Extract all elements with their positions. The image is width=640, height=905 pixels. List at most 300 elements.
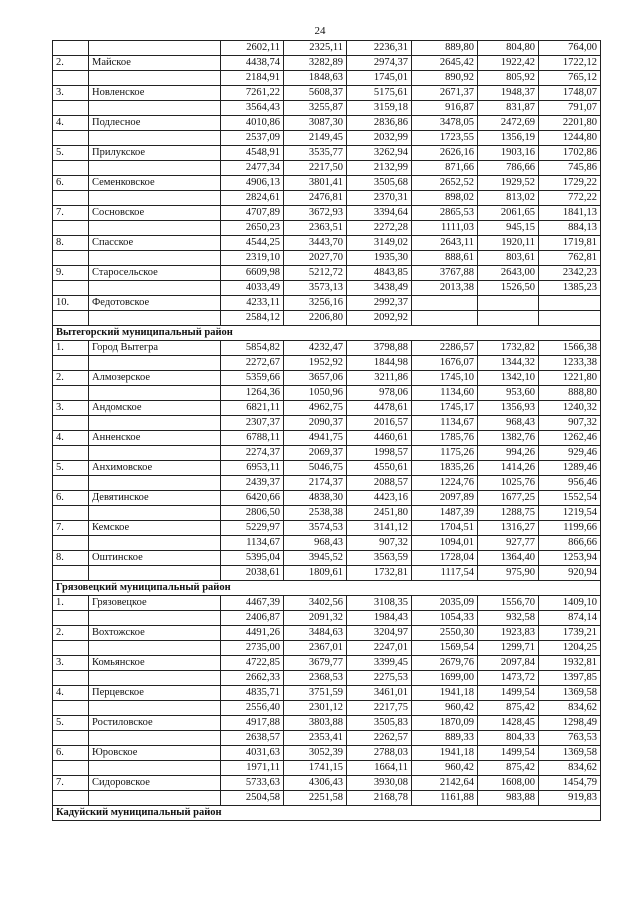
value-cell: 3505,83 — [347, 716, 412, 731]
value-cell: 1382,76 — [478, 431, 539, 446]
value-cell: 2301,12 — [284, 701, 347, 716]
value-cell: 2451,80 — [347, 506, 412, 521]
row-index — [53, 566, 89, 581]
value-cell: 1487,39 — [412, 506, 478, 521]
value-cell: 1262,46 — [539, 431, 601, 446]
value-cell: 3256,16 — [284, 296, 347, 311]
table-row — [53, 416, 601, 431]
value-cell: 1356,19 — [478, 131, 539, 146]
value-cell: 1741,15 — [284, 761, 347, 776]
value-cell: 1526,50 — [478, 281, 539, 296]
region-name: Грязовецкий муниципальный район — [53, 581, 601, 596]
value-cell: 2504,58 — [221, 791, 284, 806]
value-cell: 978,06 — [347, 386, 412, 401]
value-cell: 3108,35 — [347, 596, 412, 611]
value-cell: 4423,16 — [347, 491, 412, 506]
value-cell: 1556,70 — [478, 596, 539, 611]
settlement-name: Спасское — [89, 236, 221, 251]
value-cell: 5608,37 — [284, 86, 347, 101]
value-cell: 1729,22 — [539, 176, 601, 191]
region-header-row — [53, 581, 601, 596]
value-cell: 3679,77 — [284, 656, 347, 671]
value-cell: 3402,56 — [284, 596, 347, 611]
value-cell: 1454,79 — [539, 776, 601, 791]
table-row — [53, 176, 601, 191]
value-cell: 3149,02 — [347, 236, 412, 251]
value-cell: 1608,00 — [478, 776, 539, 791]
table-row — [53, 161, 601, 176]
table-row — [53, 221, 601, 236]
value-cell: 2174,37 — [284, 476, 347, 491]
value-cell: 2097,84 — [478, 656, 539, 671]
value-cell: 4478,61 — [347, 401, 412, 416]
value-cell: 888,80 — [539, 386, 601, 401]
table-row — [53, 191, 601, 206]
value-cell: 1732,82 — [478, 341, 539, 356]
value-cell: 805,92 — [478, 71, 539, 86]
value-cell: 1704,51 — [412, 521, 478, 536]
value-cell: 907,32 — [347, 536, 412, 551]
value-cell: 2679,76 — [412, 656, 478, 671]
value-cell: 2671,37 — [412, 86, 478, 101]
value-cell: 3394,64 — [347, 206, 412, 221]
table-row — [53, 506, 601, 521]
value-cell: 3159,18 — [347, 101, 412, 116]
value-cell: 791,07 — [539, 101, 601, 116]
row-index — [53, 191, 89, 206]
value-cell: 3945,52 — [284, 551, 347, 566]
row-index — [53, 41, 89, 56]
settlement-name: Кемское — [89, 521, 221, 536]
row-index — [53, 761, 89, 776]
value-cell: 5395,04 — [221, 551, 284, 566]
value-cell: 4906,13 — [221, 176, 284, 191]
row-index: 1. — [53, 341, 89, 356]
value-cell — [539, 296, 601, 311]
value-cell: 1922,42 — [478, 56, 539, 71]
value-cell: 3751,59 — [284, 686, 347, 701]
row-index — [53, 356, 89, 371]
table-row — [53, 446, 601, 461]
settlement-name — [89, 131, 221, 146]
value-cell: 2626,16 — [412, 146, 478, 161]
value-cell: 866,66 — [539, 536, 601, 551]
settlement-name: Старосельское — [89, 266, 221, 281]
value-cell: 2272,28 — [347, 221, 412, 236]
table-row — [53, 251, 601, 266]
settlement-name — [89, 446, 221, 461]
value-cell: 1809,61 — [284, 566, 347, 581]
table-row — [53, 701, 601, 716]
row-index: 8. — [53, 551, 89, 566]
value-cell: 2149,45 — [284, 131, 347, 146]
table-row — [53, 536, 601, 551]
row-index: 10. — [53, 296, 89, 311]
value-cell: 5212,72 — [284, 266, 347, 281]
value-cell: 1134,60 — [412, 386, 478, 401]
settlement-name — [89, 161, 221, 176]
value-cell: 1385,23 — [539, 281, 601, 296]
value-cell: 2069,37 — [284, 446, 347, 461]
value-cell: 2662,33 — [221, 671, 284, 686]
row-index: 1. — [53, 596, 89, 611]
value-cell: 3801,41 — [284, 176, 347, 191]
settlement-name — [89, 221, 221, 236]
value-cell: 1224,76 — [412, 476, 478, 491]
value-cell: 4722,85 — [221, 656, 284, 671]
row-index — [53, 611, 89, 626]
value-cell: 765,12 — [539, 71, 601, 86]
value-cell: 1134,67 — [221, 536, 284, 551]
value-cell: 1664,11 — [347, 761, 412, 776]
value-cell: 2262,57 — [347, 731, 412, 746]
value-cell: 3803,88 — [284, 716, 347, 731]
row-index — [53, 791, 89, 806]
region-header-row — [53, 806, 601, 821]
row-index — [53, 251, 89, 266]
value-cell: 4467,39 — [221, 596, 284, 611]
value-cell: 1676,07 — [412, 356, 478, 371]
value-cell: 5046,75 — [284, 461, 347, 476]
value-cell: 2602,11 — [221, 41, 284, 56]
region-name: Кадуйский муниципальный район — [53, 806, 601, 821]
value-cell: 4233,11 — [221, 296, 284, 311]
table-row — [53, 716, 601, 731]
value-cell: 2272,67 — [221, 356, 284, 371]
value-cell: 1941,18 — [412, 746, 478, 761]
value-cell: 2556,40 — [221, 701, 284, 716]
value-cell: 1204,25 — [539, 641, 601, 656]
settlement-name: Ростиловское — [89, 716, 221, 731]
value-cell: 1998,57 — [347, 446, 412, 461]
value-cell — [412, 311, 478, 326]
table-row — [53, 746, 601, 761]
table-row — [53, 596, 601, 611]
value-cell: 831,87 — [478, 101, 539, 116]
value-cell: 929,46 — [539, 446, 601, 461]
value-cell: 6609,98 — [221, 266, 284, 281]
value-cell: 763,53 — [539, 731, 601, 746]
settlement-name — [89, 71, 221, 86]
value-cell: 2032,99 — [347, 131, 412, 146]
value-cell: 4010,86 — [221, 116, 284, 131]
row-index: 5. — [53, 461, 89, 476]
value-cell: 2307,37 — [221, 416, 284, 431]
settlement-name: Подлесное — [89, 116, 221, 131]
value-cell: 1920,11 — [478, 236, 539, 251]
value-cell: 2645,42 — [412, 56, 478, 71]
value-cell: 3052,39 — [284, 746, 347, 761]
tariff-table — [52, 40, 601, 821]
value-cell: 1299,71 — [478, 641, 539, 656]
value-cell: 1722,12 — [539, 56, 601, 71]
value-cell: 1369,58 — [539, 686, 601, 701]
settlement-name: Вохтожское — [89, 626, 221, 641]
table-row — [53, 626, 601, 641]
settlement-name — [89, 101, 221, 116]
settlement-name — [89, 536, 221, 551]
value-cell: 1848,63 — [284, 71, 347, 86]
value-cell: 1409,10 — [539, 596, 601, 611]
value-cell: 1844,98 — [347, 356, 412, 371]
row-index: 9. — [53, 266, 89, 281]
settlement-name: Новленское — [89, 86, 221, 101]
settlement-name: Федотовское — [89, 296, 221, 311]
value-cell: 1566,38 — [539, 341, 601, 356]
value-cell: 1952,92 — [284, 356, 347, 371]
settlement-name — [89, 191, 221, 206]
settlement-name: Юровское — [89, 746, 221, 761]
value-cell: 3535,77 — [284, 146, 347, 161]
value-cell: 960,42 — [412, 761, 478, 776]
value-cell: 2088,57 — [347, 476, 412, 491]
table-row — [53, 731, 601, 746]
settlement-name: Девятинское — [89, 491, 221, 506]
value-cell: 3461,01 — [347, 686, 412, 701]
value-cell: 2992,37 — [347, 296, 412, 311]
value-cell: 2274,37 — [221, 446, 284, 461]
table-row — [53, 281, 601, 296]
value-cell: 3505,68 — [347, 176, 412, 191]
value-cell: 803,61 — [478, 251, 539, 266]
value-cell: 3204,97 — [347, 626, 412, 641]
settlement-name — [89, 701, 221, 716]
value-cell: 2038,61 — [221, 566, 284, 581]
value-cell: 2353,41 — [284, 731, 347, 746]
value-cell: 2035,09 — [412, 596, 478, 611]
value-cell: 2251,58 — [284, 791, 347, 806]
value-cell: 1677,25 — [478, 491, 539, 506]
settlement-name — [89, 791, 221, 806]
value-cell: 4232,47 — [284, 341, 347, 356]
value-cell: 7261,22 — [221, 86, 284, 101]
settlement-name — [89, 761, 221, 776]
row-index: 5. — [53, 146, 89, 161]
value-cell: 3282,89 — [284, 56, 347, 71]
value-cell: 1134,67 — [412, 416, 478, 431]
value-cell: 920,94 — [539, 566, 601, 581]
settlement-name: Сосновское — [89, 206, 221, 221]
table-row — [53, 146, 601, 161]
value-cell: 1569,54 — [412, 641, 478, 656]
value-cell: 3767,88 — [412, 266, 478, 281]
value-cell: 1111,03 — [412, 221, 478, 236]
value-cell: 2406,87 — [221, 611, 284, 626]
settlement-name — [89, 416, 221, 431]
value-cell: 968,43 — [284, 536, 347, 551]
value-cell: 1356,93 — [478, 401, 539, 416]
settlement-name — [89, 251, 221, 266]
value-cell: 2206,80 — [284, 311, 347, 326]
row-index — [53, 221, 89, 236]
value-cell: 2439,37 — [221, 476, 284, 491]
value-cell: 2275,53 — [347, 671, 412, 686]
value-cell: 2342,23 — [539, 266, 601, 281]
value-cell: 5359,66 — [221, 371, 284, 386]
value-cell: 2368,53 — [284, 671, 347, 686]
table-row — [53, 311, 601, 326]
table-row — [53, 266, 601, 281]
value-cell: 919,83 — [539, 791, 601, 806]
value-cell: 5229,97 — [221, 521, 284, 536]
value-cell: 1025,76 — [478, 476, 539, 491]
value-cell: 2806,50 — [221, 506, 284, 521]
value-cell: 6788,11 — [221, 431, 284, 446]
value-cell: 3478,05 — [412, 116, 478, 131]
value-cell: 1499,54 — [478, 746, 539, 761]
settlement-name: Оштинское — [89, 551, 221, 566]
value-cell: 1732,81 — [347, 566, 412, 581]
row-index: 4. — [53, 431, 89, 446]
value-cell: 1161,88 — [412, 791, 478, 806]
value-cell: 4033,49 — [221, 281, 284, 296]
table-row — [53, 71, 601, 86]
value-cell: 2013,38 — [412, 281, 478, 296]
table-row — [53, 56, 601, 71]
row-index: 2. — [53, 56, 89, 71]
settlement-name — [89, 311, 221, 326]
table-row — [53, 116, 601, 131]
row-index — [53, 476, 89, 491]
value-cell: 1745,17 — [412, 401, 478, 416]
value-cell: 1264,36 — [221, 386, 284, 401]
value-cell: 3564,43 — [221, 101, 284, 116]
value-cell: 2477,34 — [221, 161, 284, 176]
table-body — [53, 41, 601, 821]
row-index: 2. — [53, 626, 89, 641]
row-index — [53, 281, 89, 296]
value-cell: 834,62 — [539, 761, 601, 776]
settlement-name: Семенковское — [89, 176, 221, 191]
value-cell: 4843,85 — [347, 266, 412, 281]
value-cell — [412, 296, 478, 311]
settlement-name: Алмозерское — [89, 371, 221, 386]
value-cell: 1745,10 — [412, 371, 478, 386]
table-row — [53, 656, 601, 671]
table-row — [53, 41, 601, 56]
table-row — [53, 356, 601, 371]
value-cell: 2201,80 — [539, 116, 601, 131]
table-row — [53, 671, 601, 686]
value-cell: 2325,11 — [284, 41, 347, 56]
value-cell: 772,22 — [539, 191, 601, 206]
value-cell: 4838,30 — [284, 491, 347, 506]
value-cell: 1316,27 — [478, 521, 539, 536]
region-name: Вытегорский муниципальный район — [53, 326, 601, 341]
value-cell: 1473,72 — [478, 671, 539, 686]
value-cell: 1723,55 — [412, 131, 478, 146]
value-cell: 786,66 — [478, 161, 539, 176]
row-index: 3. — [53, 401, 89, 416]
value-cell: 6953,11 — [221, 461, 284, 476]
value-cell: 2643,11 — [412, 236, 478, 251]
value-cell: 1414,26 — [478, 461, 539, 476]
value-cell: 3672,93 — [284, 206, 347, 221]
value-cell: 2132,99 — [347, 161, 412, 176]
value-cell: 2476,81 — [284, 191, 347, 206]
value-cell: 2652,52 — [412, 176, 478, 191]
value-cell: 4491,26 — [221, 626, 284, 641]
value-cell: 2142,64 — [412, 776, 478, 791]
settlement-name — [89, 281, 221, 296]
value-cell: 1342,10 — [478, 371, 539, 386]
value-cell: 4835,71 — [221, 686, 284, 701]
row-index: 5. — [53, 716, 89, 731]
row-index: 7. — [53, 776, 89, 791]
value-cell: 1923,83 — [478, 626, 539, 641]
value-cell: 6821,11 — [221, 401, 284, 416]
value-cell: 2836,86 — [347, 116, 412, 131]
value-cell: 2550,30 — [412, 626, 478, 641]
row-index — [53, 446, 89, 461]
value-cell: 1233,38 — [539, 356, 601, 371]
row-index: 4. — [53, 116, 89, 131]
table-row — [53, 236, 601, 251]
row-index — [53, 671, 89, 686]
value-cell — [539, 311, 601, 326]
value-cell: 3438,49 — [347, 281, 412, 296]
value-cell: 764,00 — [539, 41, 601, 56]
value-cell: 889,33 — [412, 731, 478, 746]
value-cell: 1745,01 — [347, 71, 412, 86]
value-cell: 3657,06 — [284, 371, 347, 386]
value-cell: 1935,30 — [347, 251, 412, 266]
value-cell: 2735,00 — [221, 641, 284, 656]
row-index — [53, 311, 89, 326]
row-index: 6. — [53, 176, 89, 191]
value-cell: 975,90 — [478, 566, 539, 581]
table-row — [53, 761, 601, 776]
value-cell: 1903,16 — [478, 146, 539, 161]
table-row — [53, 461, 601, 476]
settlement-name — [89, 41, 221, 56]
table-row — [53, 551, 601, 566]
table-row — [53, 686, 601, 701]
value-cell: 2638,57 — [221, 731, 284, 746]
value-cell: 1344,32 — [478, 356, 539, 371]
row-index — [53, 131, 89, 146]
settlement-name: Перцевское — [89, 686, 221, 701]
row-index: 6. — [53, 746, 89, 761]
value-cell: 1728,04 — [412, 551, 478, 566]
value-cell: 3087,30 — [284, 116, 347, 131]
value-cell: 2091,32 — [284, 611, 347, 626]
value-cell: 813,02 — [478, 191, 539, 206]
value-cell: 2865,53 — [412, 206, 478, 221]
settlement-name — [89, 566, 221, 581]
settlement-name — [89, 641, 221, 656]
value-cell: 3484,63 — [284, 626, 347, 641]
table-row — [53, 791, 601, 806]
value-cell: 2184,91 — [221, 71, 284, 86]
value-cell: 2472,69 — [478, 116, 539, 131]
row-index: 4. — [53, 686, 89, 701]
value-cell: 2643,00 — [478, 266, 539, 281]
value-cell: 916,87 — [412, 101, 478, 116]
value-cell: 3262,94 — [347, 146, 412, 161]
value-cell: 956,46 — [539, 476, 601, 491]
value-cell: 1244,80 — [539, 131, 601, 146]
row-index — [53, 506, 89, 521]
row-index: 2. — [53, 371, 89, 386]
value-cell: 2217,75 — [347, 701, 412, 716]
settlement-name: Анненское — [89, 431, 221, 446]
row-index — [53, 701, 89, 716]
value-cell: 1748,07 — [539, 86, 601, 101]
value-cell: 1739,21 — [539, 626, 601, 641]
value-cell: 1397,85 — [539, 671, 601, 686]
value-cell: 1870,09 — [412, 716, 478, 731]
